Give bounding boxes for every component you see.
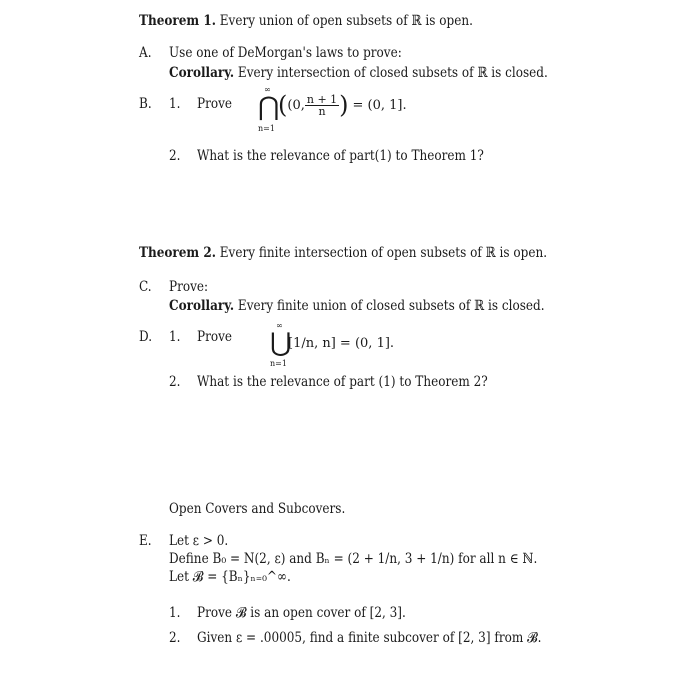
part-a-corollary-text: Every intersection of closed subsets of ℝ is closed. [237,65,548,81]
part-e-item2-text: Given ε = .00005, find a finite subcover of [2, 3] from 𝓑. [197,630,542,646]
fraction [305,94,339,117]
intersection-lower-limit: n=1 [258,124,275,133]
part-e-item1-num: 1. [169,605,181,621]
part-e-line2: Define B₀ = N(2, ε) and Bₙ = (2 + 1/n, 3 + 1/n) for all n ∈ ℕ. [169,551,538,567]
union-expression: [1/n, n] = (0, 1]. [288,336,395,351]
part-d-item2-num: 2. [169,374,181,390]
part-a-letter: A. [139,45,152,61]
fraction-denominator: n [318,104,326,118]
covers-heading: Open Covers and Subcovers. [169,501,346,517]
theorem-1 [139,14,527,28]
part-c-corollary-label: Corollary. [169,298,235,314]
part-d-item2-text: What is the relevance of part (1) to Theorem 2? [197,374,488,390]
part-e-line3: Let 𝓑 = {Bₙ}ₙ₌₀^∞. [169,569,291,585]
part-b-item2-num: 2. [169,148,181,164]
theorem-2-label: Theorem 2. [139,245,216,261]
intersection-upper-limit: ∞ [264,85,271,94]
part-e-item2-num: 2. [169,630,181,646]
part-e-item1-text: Prove 𝓑 is an open cover of [2, 3]. [197,605,406,621]
part-a-corollary [169,66,609,80]
intersection-result: = (0, 1]. [352,97,407,113]
theorem-2-text: Every finite intersection of open subsets of ℝ is open. [219,245,548,261]
fraction-numerator: n + 1 [306,92,338,106]
part-c-corollary-text: Every finite union of closed subsets of ℝ is closed. [237,298,545,314]
part-b-item1-num: 1. [169,96,181,112]
part-b-item2-text: What is the relevance of part(1) to Theorem 1? [197,148,484,164]
part-c-instruction: Prove: [169,279,209,295]
part-a-instruction: Use one of DeMorgan's laws to prove: [169,45,402,61]
part-e-line1: Let ε > 0. [169,533,229,549]
union-lower-limit: n=1 [270,359,287,368]
intersection-formula: ∞ ⋂ n=1 ( (0, $\frac{n + 1}{n}$ ) = (0, 1]. [258,85,407,133]
part-b-letter: B. [139,96,152,112]
part-a-corollary-label: Corollary. [169,65,235,81]
intersection-operator: ⋂ [258,92,280,122]
part-d-item1-num: 1. [169,329,181,345]
part-b-item1-text: Prove [197,96,233,112]
part-d-letter: D. [139,329,153,345]
union-upper-limit: ∞ [276,321,283,330]
theorem-2 [139,246,613,260]
theorem-1-label: Theorem 1. [139,13,216,29]
part-d-item1-text: Prove [197,329,233,345]
part-e-letter: E. [139,533,152,549]
intersection-interval-open: (0, [287,97,305,113]
theorem-1-text: Every union of open subsets of ℝ is open. [219,13,473,29]
union-operator: ⋃ [270,328,292,358]
part-c-corollary [169,299,606,313]
union-formula [270,322,400,370]
part-c-letter: C. [139,279,152,295]
